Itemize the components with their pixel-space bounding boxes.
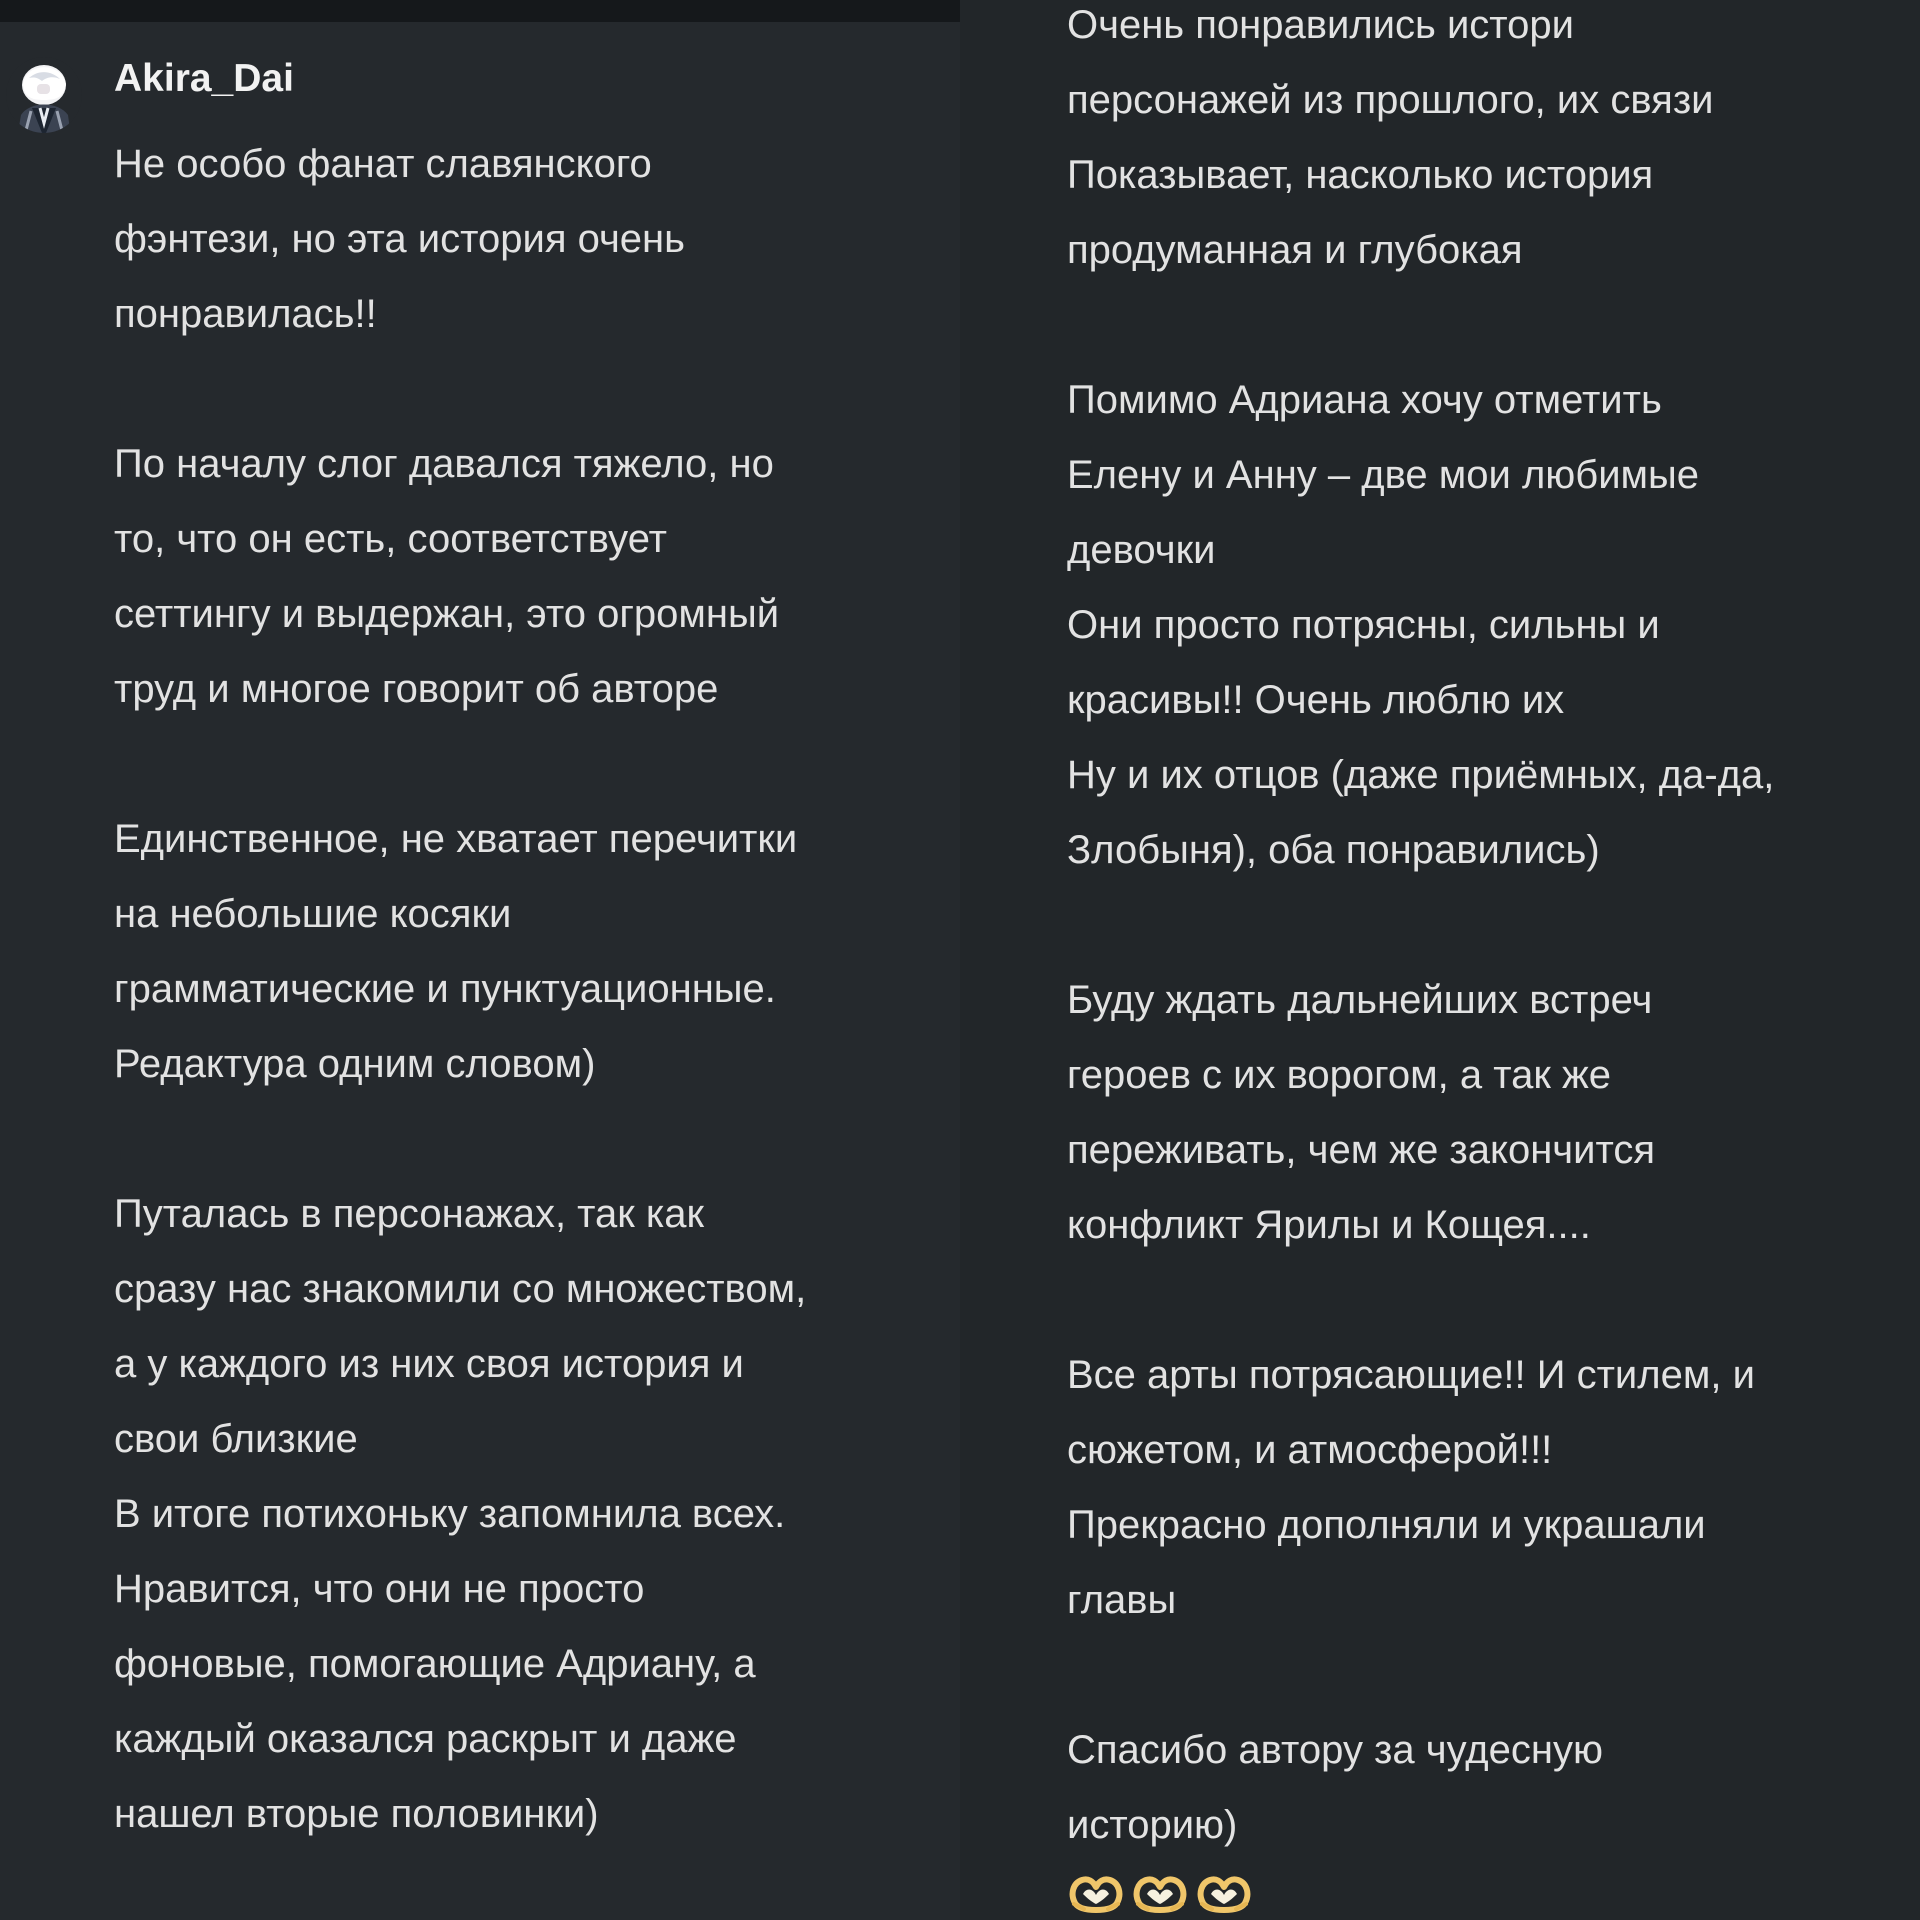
emoji-row — [1068, 1872, 1252, 1914]
comment-text-right-column: Очень понравились истори персонажей из прошлого, их связи Показывает, насколько история продуманная и глубокая Помимо Адриана хочу отметить Елену и Анну – две мои любимые девочки Они просто потрясны, сильны и красивы!! Очень люблю их Ну и их отцов (даже приёмных, да-да, Злобыня), оба понравились) Буду ждать дальнейших встреч героев с их ворогом, а так же переживать, чем же закончится конфликт Ярилы и Кощея.... Все арты потрясающие!! И стилем, и сюжетом, и атмосферой!!! Прекрасно дополняли и украшали главы Спасибо автору за чудесную историю) — [1067, 3, 1775, 1847]
user-avatar[interactable] — [6, 50, 82, 144]
comment-right-panel — [960, 0, 1920, 1920]
top-dark-strip — [0, 0, 960, 22]
heart-hands-icon — [1196, 1872, 1252, 1914]
heart-hands-icon — [1132, 1872, 1188, 1914]
comment-text-left-column: Не особо фанат славянского фэнтези, но эта история очень понравилась!! По началу слог давался тяжело, но то, что он есть, соответствует сеттингу и выдержан, это огромный труд и многое говорит об авторе Единственное, не хватает перечитки на небольшие косяки грамматические и пунктуационные. Редактура одним словом) Путалась в персонажах, так как сразу нас знакомили со множеством, а у каждого из них своя история и свои близкие В итоге потихоньку запомнила всех. Нравится, что они не просто фоновые, помогающие Адриану, а каждый оказался раскрыт и даже нашел вторые половинки) — [114, 142, 807, 1836]
heart-hands-icon — [1068, 1872, 1124, 1914]
comment-username[interactable]: Akira_Dai — [114, 57, 294, 100]
